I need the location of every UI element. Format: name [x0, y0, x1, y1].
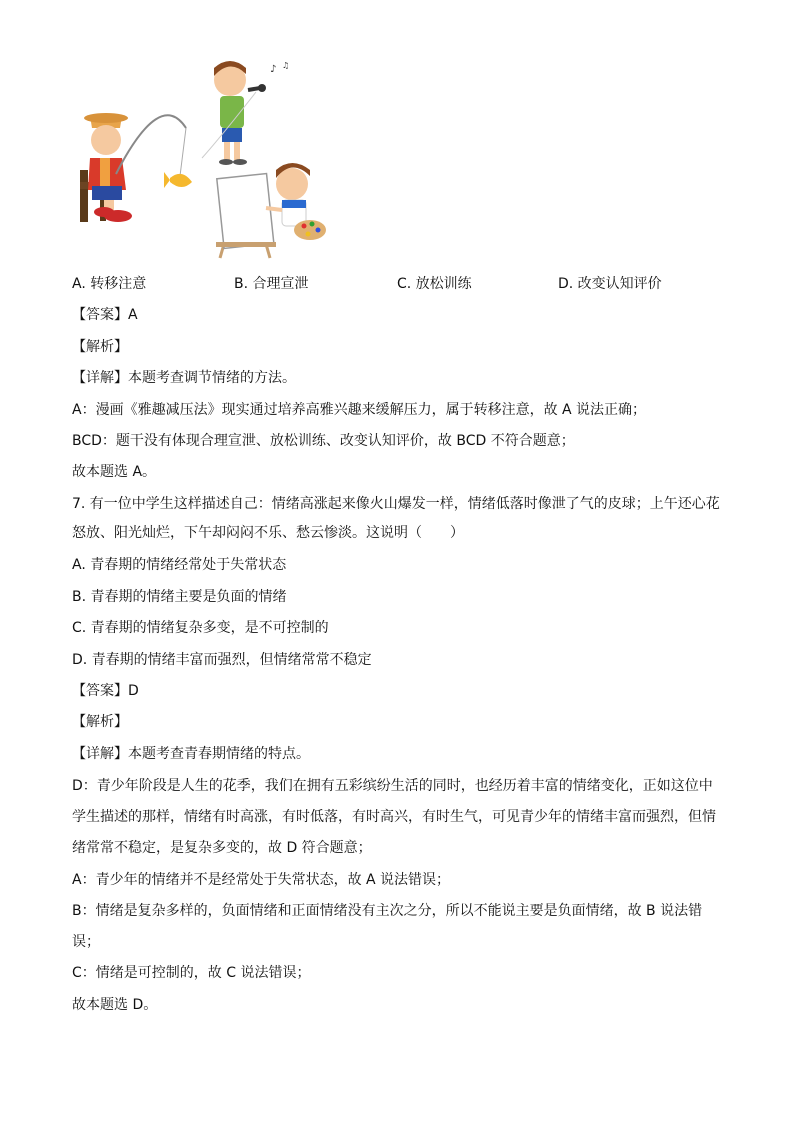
hobbies-cartoon-illustration	[70, 58, 330, 266]
q7-analysis-heading: 【解析】	[72, 714, 128, 730]
singing-boy-figure	[202, 61, 289, 165]
painting-boy-figure	[216, 163, 326, 258]
q7-explanation-c: C：情绪是可控制的，故 C 说法错误；	[72, 965, 311, 981]
svg-text:♪: ♪	[270, 64, 277, 75]
q7-stem-line-2: 怒放、阳光灿烂，下午却闷闷不乐、愁云惨淡。这说明（ ）	[72, 525, 464, 541]
q6-option-b: B. 合理宣泄	[234, 276, 309, 292]
q6-option-c: C. 放松训练	[397, 276, 472, 292]
q7-answer: 【答案】D	[72, 683, 139, 699]
q6-option-d: D. 改变认知评价	[558, 276, 662, 292]
fishing-boy-figure	[80, 113, 192, 222]
q6-option-a: A. 转移注意	[72, 276, 147, 292]
q7-explanation-d-line-1: D：青少年阶段是人生的花季，我们在拥有五彩缤纷生活的同时，也经历着丰富的情绪变化，正如这位中	[72, 778, 713, 794]
q7-option-b: B. 青春期的情绪主要是负面的情绪	[72, 589, 287, 605]
q7-detail: 【详解】本题考查青春期情绪的特点。	[72, 746, 310, 762]
q6-explanation-bcd: BCD：题干没有体现合理宣泄、放松训练、改变认知评价，故 BCD 不符合题意；	[72, 433, 575, 449]
q7-stem-line-1: 7. 有一位中学生这样描述自己：情绪高涨起来像火山爆发一样，情绪低落时像泄了气的皮球；上午还心花	[72, 496, 720, 512]
svg-text:♫: ♫	[282, 61, 290, 70]
q6-explanation-a: A：漫画《雅趣减压法》现实通过培养高雅兴趣来缓解压力，属于转移注意，故 A 说法正确；	[72, 402, 647, 418]
q6-answer: 【答案】A	[72, 307, 138, 323]
q6-conclusion: 故本题选 A。	[72, 464, 157, 480]
q7-explanation-d-line-2: 学生描述的那样，情绪有时高涨，有时低落，有时高兴，有时生气，可见青少年的情绪丰富而强烈，但情	[72, 809, 716, 825]
q6-detail: 【详解】本题考查调节情绪的方法。	[72, 370, 296, 386]
q7-explanation-b-line-2: 误；	[72, 934, 100, 950]
q6-analysis-heading: 【解析】	[72, 339, 128, 355]
q7-explanation-a: A：青少年的情绪并不是经常处于失常状态，故 A 说法错误；	[72, 872, 451, 888]
q7-explanation-b-line-1: B：情绪是复杂多样的，负面情绪和正面情绪没有主次之分，所以不能说主要是负面情绪，故 B 说法错	[72, 903, 703, 919]
q7-option-a: A. 青春期的情绪经常处于失常状态	[72, 557, 287, 573]
q7-option-c: C. 青春期的情绪复杂多变，是不可控制的	[72, 620, 329, 636]
q7-explanation-d-line-3: 绪常常不稳定，是复杂多变的，故 D 符合题意；	[72, 840, 372, 856]
q7-conclusion: 故本题选 D。	[72, 997, 158, 1013]
q7-option-d: D. 青春期的情绪丰富而强烈，但情绪常常不稳定	[72, 652, 372, 668]
